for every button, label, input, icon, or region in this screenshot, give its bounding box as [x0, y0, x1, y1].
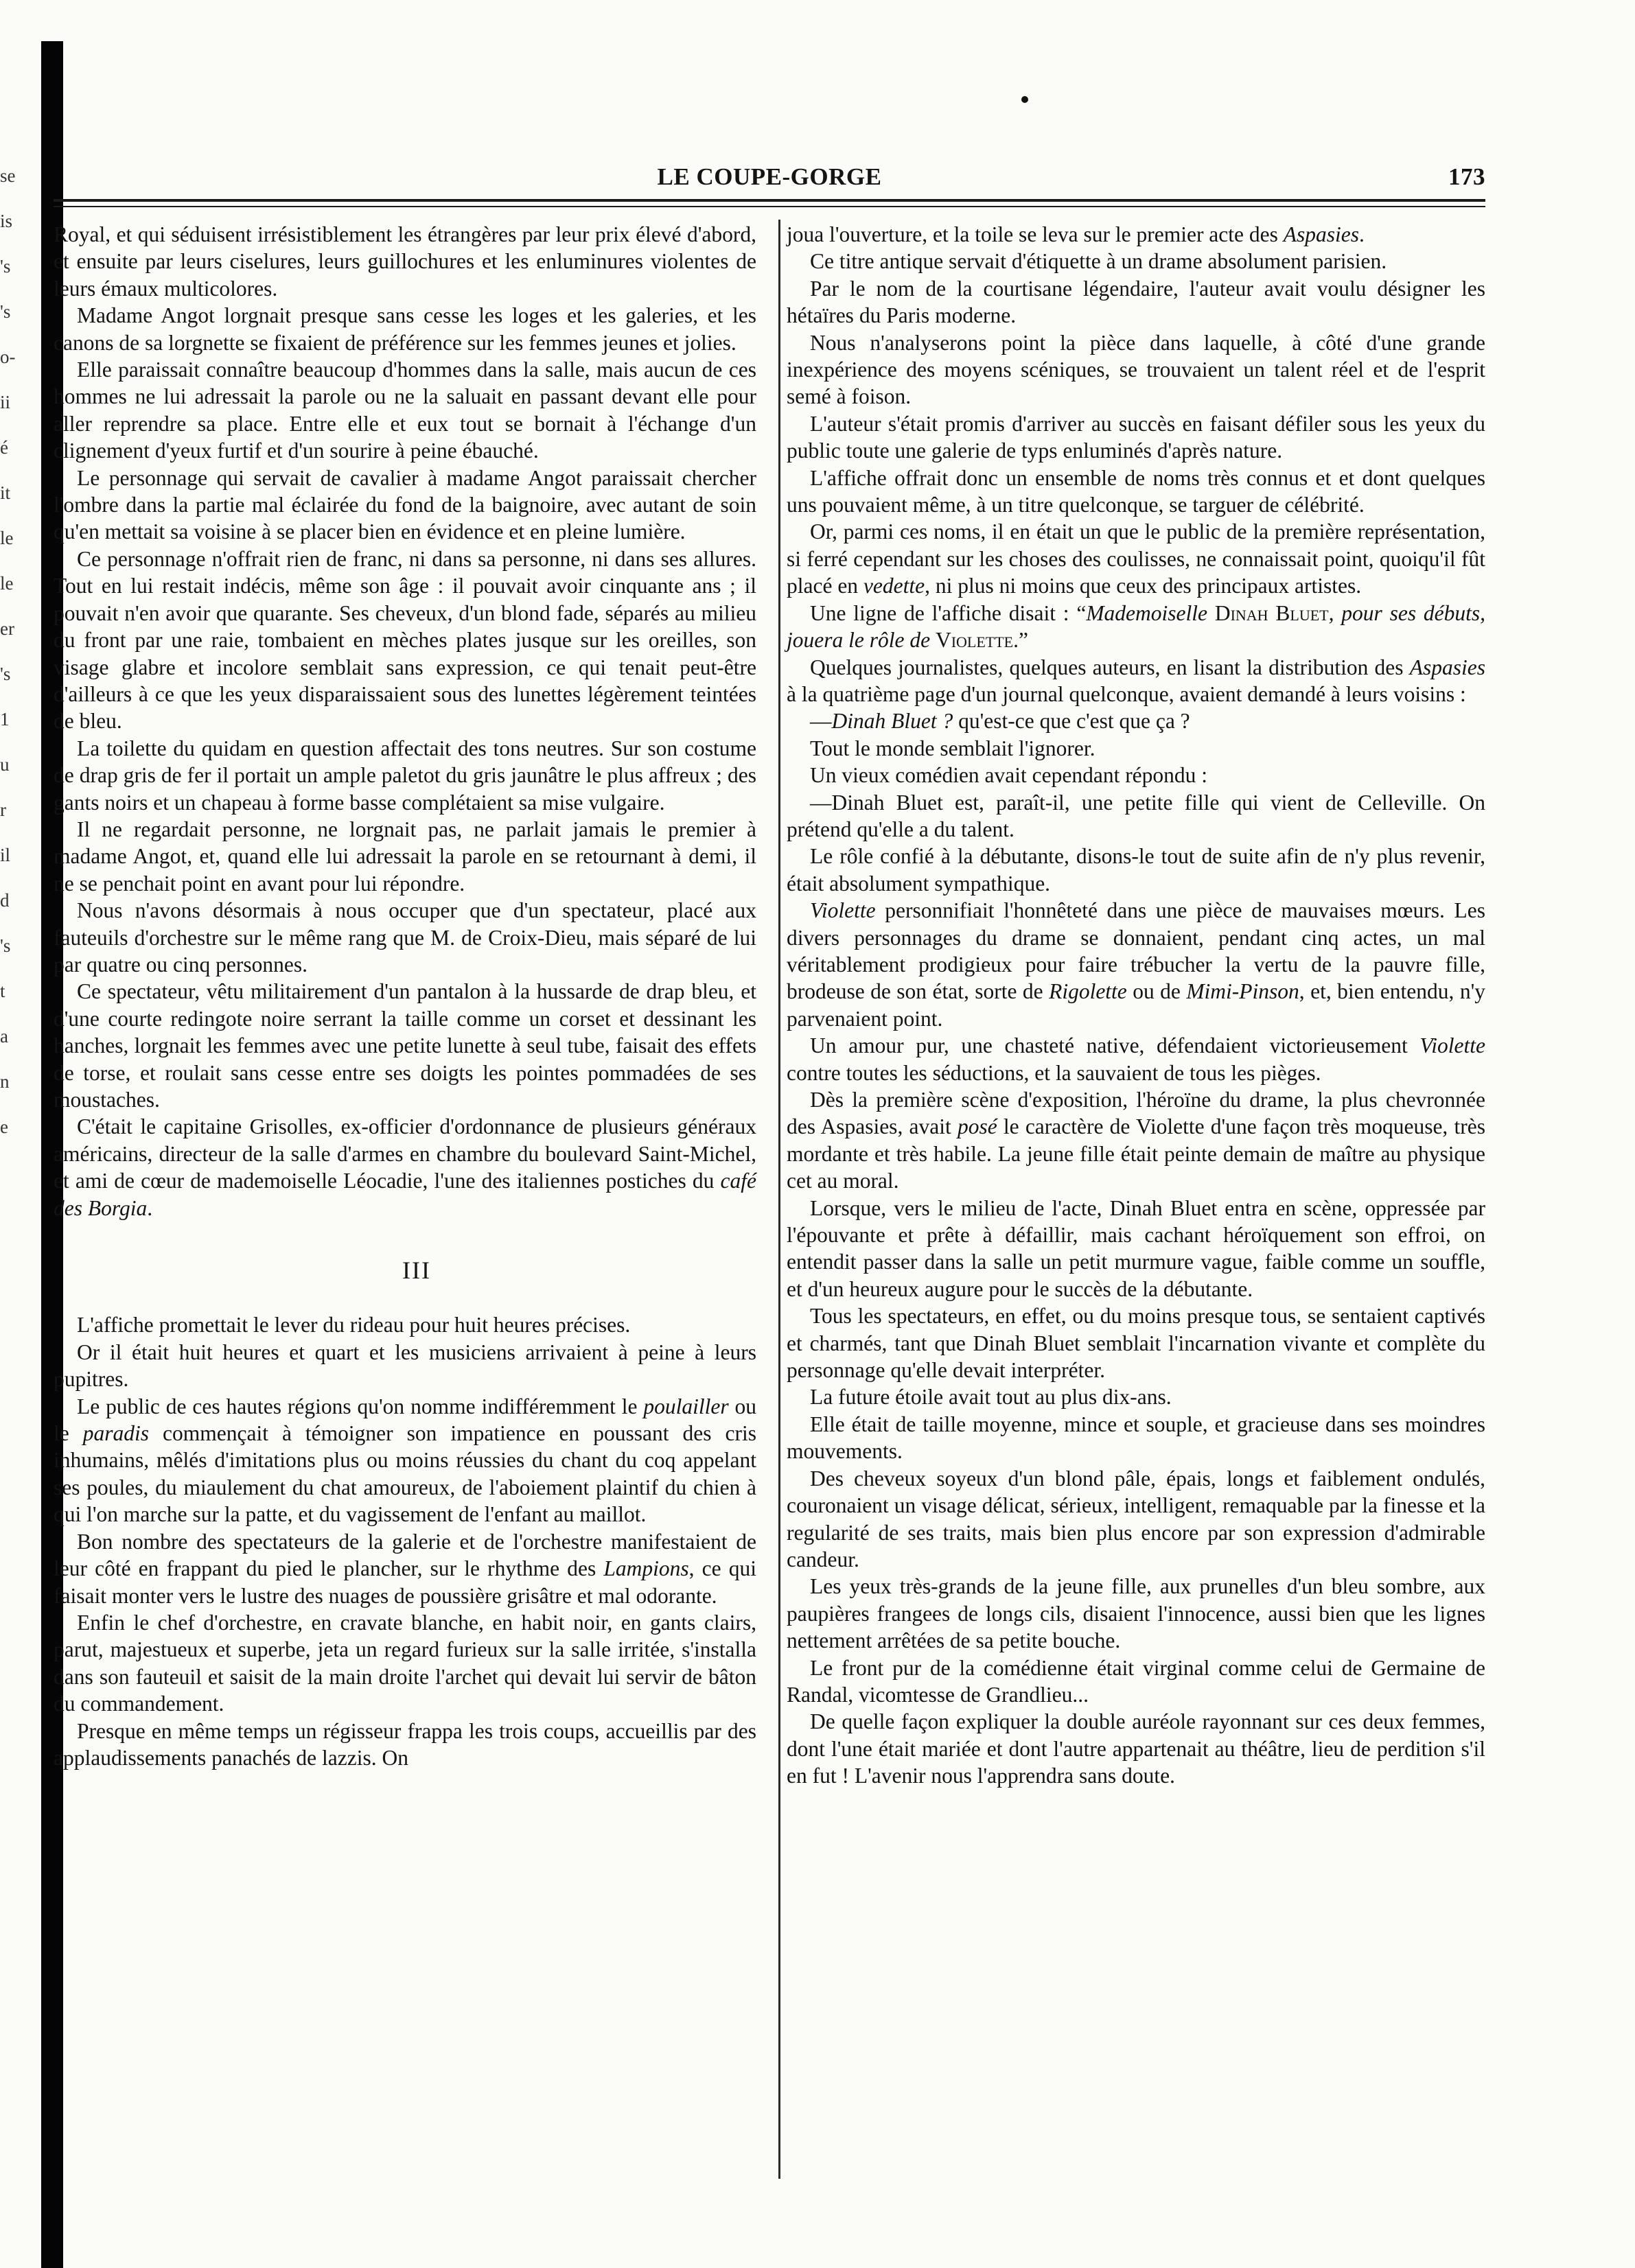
text-run: à la quatrième page d'un journal quelconque, avaient demandé à leurs voisins :	[787, 681, 1466, 706]
text-run: , ce qui faisait monter vers le lustre des nuages de poussière grisâtre et mal odorante.	[54, 1556, 757, 1608]
paragraph: Presque en même temps un régisseur frappa les trois coups, accueillis par des applaudissements panachés de lazzis. On	[54, 1718, 756, 1770]
italic-run: Mimi-Pinson	[1186, 979, 1299, 1004]
facing-page-fragment: 1	[0, 709, 10, 729]
italic-run: posé	[957, 1114, 997, 1139]
section-heading: III	[402, 1256, 431, 1285]
text-run: joua l'ouverture, et la toile se leva sur le premier acte des	[787, 222, 1284, 246]
facing-page-fragment: 's	[0, 256, 11, 277]
column-divider	[778, 220, 780, 2179]
paragraph	[787, 221, 1485, 248]
paragraph: Or il était huit heures et quart et les musiciens arrivaient à peine à leurs pupitres.	[54, 1340, 756, 1392]
paragraph: Elle était de taille moyenne, mince et souple, et gracieuse dans ses moindres mouvements.	[787, 1412, 1485, 1464]
paragraph: Le rôle confié à la débutante, disons-le tout de suite afin de n'y plus revenir, était absolument sympathique.	[787, 844, 1485, 896]
facing-page-fragment: o-	[0, 347, 16, 367]
paragraph: Le front pur de la comédienne était virginal comme celui de Germaine de Randal, vicomtesse de Grandlieu...	[787, 1655, 1485, 1707]
paragraph: Ce personnage n'offrait rien de franc, ni dans sa personne, ni dans ses allures. Tout en lui restait indécis, même son âge : il pouvait avoir cinquante ans ; il pouvait n'en avoir que quarante. Ses cheveux, d'un blond fade, séparés au milieu du front par une raie, tombaient en mèches plates jusque sur les oreilles, son visage glabre et incolore semblait sans expression, ce qui tenait peut-être d'ailleurs à ce que les yeux disparaissaient sous des lunettes légèrement teintées de bleu.	[54, 546, 756, 734]
running-title: LE COUPE-GORGE	[657, 163, 882, 190]
paragraph: Ce spectateur, vêtu militairement d'un pantalon à la hussarde de drap bleu, et d'une courte redingote noire serrant la taille comme un corset et dessinant les hanches, lorgnait les femmes avec une petite lunette à seul tube, faisait des effets de torse, et roulait sans cesse entre ses doigts les pointes pommadées de ses moustaches.	[54, 979, 756, 1112]
facing-page-fragment: is	[0, 211, 13, 231]
paragraph: Royal, et qui séduisent irrésistiblement les étrangères par leur prix élevé d'abord, et ensuite par leurs ciselures, leurs guillochures et les enluminures violentes de leurs émaux multicolores.	[54, 222, 756, 301]
paragraph: L'affiche offrait donc un ensemble de noms très connus et et dont quelques uns pouvaient même, à un titre quelconque, se targuer de célébrité.	[787, 465, 1485, 517]
italic-run: Violette	[1419, 1033, 1485, 1058]
paragraph: Lorsque, vers le milieu de l'acte, Dinah Bluet entra en scène, oppressée par l'épouvante et prête à défaillir, mais cachant héroïquement son effroi, on entendit passer dans la salle un petit murmure vague, faible comme un souffle, et d'un heureux augure pour le succès de la débutante.	[787, 1195, 1485, 1301]
italic-run: Aspasies	[1283, 222, 1359, 246]
italic-run: , pour ses débuts, jouera le rôle de	[787, 600, 1486, 653]
italic-run: vedette	[863, 574, 925, 598]
text-run: , et, bien entendu, n'y parvenaient point.	[787, 979, 1485, 1031]
text-run: ou le	[54, 1394, 757, 1446]
text-run: qu'est-ce que c'est que ça ?	[953, 709, 1190, 734]
facing-page-fragment: e	[0, 1117, 8, 1137]
right-column	[787, 221, 1485, 1790]
facing-page-fragments	[0, 165, 36, 1194]
italic-run: Rigolette	[1049, 979, 1127, 1004]
left-column	[54, 221, 756, 1771]
running-header	[54, 163, 1485, 191]
paragraph: La future étoile avait tout au plus dix-ans.	[810, 1385, 1172, 1410]
text-run: contre toutes les séductions, et la sauvaient de tous les pièges.	[787, 1060, 1321, 1085]
facing-page-fragment: it	[0, 482, 11, 503]
text-run: , ni plus ni moins que ceux des principaux artistes.	[925, 574, 1362, 598]
paragraph: L'auteur s'était promis d'arriver au succès en faisant défiler sous les yeux du public toute une galerie de typs enluminés d'après nature.	[787, 411, 1485, 463]
facing-page-fragment: t	[0, 981, 5, 1001]
italic-run: Aspasies	[1409, 655, 1485, 679]
paragraph: Ce titre antique servait d'étiquette à un drame absolument parisien.	[810, 249, 1387, 274]
text-run: .	[1359, 222, 1365, 246]
text-run: le caractère de Violette d'une façon très moqueuse, très mordante et très habile. La jeune fille était peinte demain de maître au physique cet au moral.	[787, 1114, 1485, 1193]
italic-run: café des Borgia	[54, 1169, 756, 1220]
italic-run: poulailler	[643, 1394, 729, 1418]
paragraph	[787, 1032, 1485, 1086]
paragraph: L'affiche promettait le lever du rideau pour huit heures précises.	[77, 1313, 631, 1337]
paragraph	[787, 654, 1485, 708]
paragraph	[54, 1393, 756, 1528]
paragraph: La toilette du quidam en question affectait des tons neutres. Sur son costume de drap gris de fer il portait un ample paletot du gris jaunâtre le plus affreux ; des gants noirs et un chapeau à forme basse complétaient sa mise vulgaire.	[54, 736, 756, 815]
paragraph: Elle paraissait connaître beaucoup d'hommes dans la salle, mais aucun de ces hommes ne lui adressait la parole ou ne la saluait en passant devant elle pour aller reprendre sa place. Entre elle et eux tout se bornait à l'échange d'un clignement d'yeux furtif et d'un sourire à peine ébauché.	[54, 358, 756, 463]
facing-page-fragment: é	[0, 437, 8, 458]
text-run: commençait à témoigner son impatience en poussant des cris inhumains, mêlés d'imitations plus ou moins réussies du chant du coq appelant ses poules, du miaulement du chat amoureux, de l'aboiement plaintif du chien à qui l'on marche sur la patte, et du vagissement de l'enfant au maillot.	[54, 1421, 756, 1527]
paragraph: Enfin le chef d'orchestre, en cravate blanche, en habit noir, en gants clairs, parut, majestueux et superbe, jeta un regard furieux sur la salle irritée, s'installa dans son fauteuil et saisit de la main droite l'archet qui devait lui servir de bâton du commandement.	[54, 1610, 756, 1716]
paragraph	[787, 600, 1485, 654]
paragraph: Par le nom de la courtisane légendaire, l'auteur avait voulu désigner les hétaïres du Paris moderne.	[787, 276, 1485, 328]
text-run: Dès la première scène d'exposition, l'héroïne du drame, la plus chevronnée des Aspasies, avait	[787, 1088, 1485, 1139]
facing-page-fragment: le	[0, 528, 14, 548]
facing-page-fragment: a	[0, 1026, 8, 1047]
paragraph	[787, 1086, 1485, 1195]
italic-run: Violette	[810, 898, 876, 923]
paragraph	[54, 1528, 756, 1609]
header-rule-thin	[54, 206, 1485, 207]
text-run: Un amour pur, une chasteté native, défendaient victorieusement	[810, 1033, 1420, 1058]
paragraph: Nous n'avons désormais à nous occuper que d'un spectateur, placé aux fauteuils d'orchestre sur le même rang que M. de Croix-Dieu, mais séparé de lui par quatre ou cinq personnes.	[54, 898, 756, 977]
text-run: ou de	[1126, 979, 1187, 1004]
italic-run: Lampions	[603, 1556, 689, 1581]
paragraph: Il ne regardait personne, ne lorgnait pas, ne parlait jamais le premier à madame Angot, et, quand elle lui adressait la parole en se retournant à demi, il ne se penchait point en avant pour lui répondre.	[54, 817, 756, 896]
paragraph	[787, 897, 1485, 1032]
facing-page-fragment: 's	[0, 664, 11, 684]
italic-run: Mademoiselle	[1086, 600, 1208, 625]
facing-page-fragment: u	[0, 754, 10, 775]
paragraph: Madame Angot lorgnait presque sans cesse les loges et les galeries, et les canons de sa lorgnette se fixaient de préférence sur les femmes jeunes et jolies.	[54, 303, 756, 355]
text-run: personnifiait l'honnêteté dans une pièce de mauvaises mœurs. Les divers personnages du drame se donnaient, pendant cinq actes, un mal véritablement prodigieux pour faire trébucher la vertu de la pauvre fille, brodeuse de son état, sorte de	[787, 898, 1485, 1004]
text-run: Le public de ces hautes régions qu'on nomme indifféremment le	[77, 1394, 644, 1418]
paragraph: Tous les spectateurs, en effet, ou du moins presque tous, se sentaient captivés et charmés, tant que Dinah Bluet semblait l'incarnation vivante et complète du personnage qu'elle devait interpréter.	[787, 1304, 1485, 1383]
facing-page-fragment: 's	[0, 301, 11, 322]
facing-page-fragment: 's	[0, 935, 11, 956]
dialogue-line: —Dinah Bluet est, paraît-il, une petite fille qui vient de Celleville. On prétend qu'elle a du talent.	[787, 790, 1485, 841]
facing-page-fragment: il	[0, 845, 11, 865]
page-number: 173	[1448, 163, 1485, 190]
italic-run: Dinah Bluet ?	[831, 709, 953, 734]
text-run: .”	[1013, 628, 1028, 653]
dialogue-line	[787, 708, 1485, 734]
facing-page-fragment: le	[0, 573, 14, 594]
text-run: .	[147, 1195, 153, 1220]
small-caps-run: Dinah Bluet	[1214, 600, 1329, 625]
text-run: Quelques journalistes, quelques auteurs, en lisant la distribution des	[810, 655, 1410, 679]
facing-page-fragment: r	[0, 799, 6, 820]
paragraph: Les yeux très-grands de la jeune fille, aux prunelles d'un bleu sombre, aux paupières frangees de longs cils, disaient l'innocence, aussi bien que les lignes nettement arrêtées de sa petite bouche.	[787, 1574, 1485, 1653]
paragraph: Le personnage qui servait de cavalier à madame Angot paraissait chercher l'ombre dans la partie mal éclairée du fond de la baignoire, avec autant de soin qu'en mettait sa voisine à se placer bien en évidence et en pleine lumière.	[54, 465, 756, 544]
ink-speck	[1021, 96, 1028, 103]
paragraph	[54, 1113, 756, 1221]
text-run: Or, parmi ces noms, il en était un que le public de la première représentation, si ferré cependant sur les choses des coulisses, ne connaissait point, quoiqu'il fût placé en	[787, 519, 1485, 598]
paragraph: Tout le monde semblait l'ignorer.	[810, 736, 1095, 760]
paragraph	[787, 518, 1485, 599]
text-run: —	[810, 709, 832, 734]
facing-page-fragment: se	[0, 165, 16, 186]
text-run: Bon nombre des spectateurs de la galerie et de l'orchestre manifestaient de leur côté en frappant du pied le plancher, sur le rhythme des	[54, 1529, 756, 1581]
header-rule	[54, 199, 1485, 202]
italic-run: paradis	[82, 1421, 150, 1446]
facing-page-fragment: ii	[0, 392, 11, 412]
paragraph: Des cheveux soyeux d'un blond pâle, épais, longs et faiblement ondulés, couronaient un visage délicat, sérieux, intelligent, remaquable par la finesse et la regularité de ses traits, mais bien plus encore par son expression d'admirable candeur.	[787, 1466, 1485, 1571]
small-caps-run: Violette	[935, 628, 1014, 653]
paragraph: Nous n'analyserons point la pièce dans laquelle, à côté d'une grande inexpérience des moyens scéniques, se trouvaient un talent réel et de l'esprit semé à foison.	[787, 330, 1485, 409]
facing-page-fragment: d	[0, 890, 10, 911]
facing-page-fragment: n	[0, 1071, 10, 1092]
text-run: Une ligne de l'affiche disait : “	[810, 600, 1087, 625]
text-run: C'était le capitaine Grisolles, ex-officier d'ordonnance de plusieurs généraux américains, directeur de la salle d'armes en chambre du boulevard Saint-Michel, et ami de cœur de mademoiselle Léocadie, l'une des italiennes postiches du	[54, 1114, 756, 1193]
facing-page-fragment: er	[0, 618, 14, 639]
paragraph: De quelle façon expliquer la double auréole rayonnant sur ces deux femmes, dont l'une était mariée et dont l'autre appartenait au théâtre, lieu de perdition s'il en fut ! L'avenir nous l'apprendra sans doute.	[787, 1709, 1485, 1788]
paragraph: Un vieux comédien avait cependant répondu :	[810, 763, 1208, 788]
